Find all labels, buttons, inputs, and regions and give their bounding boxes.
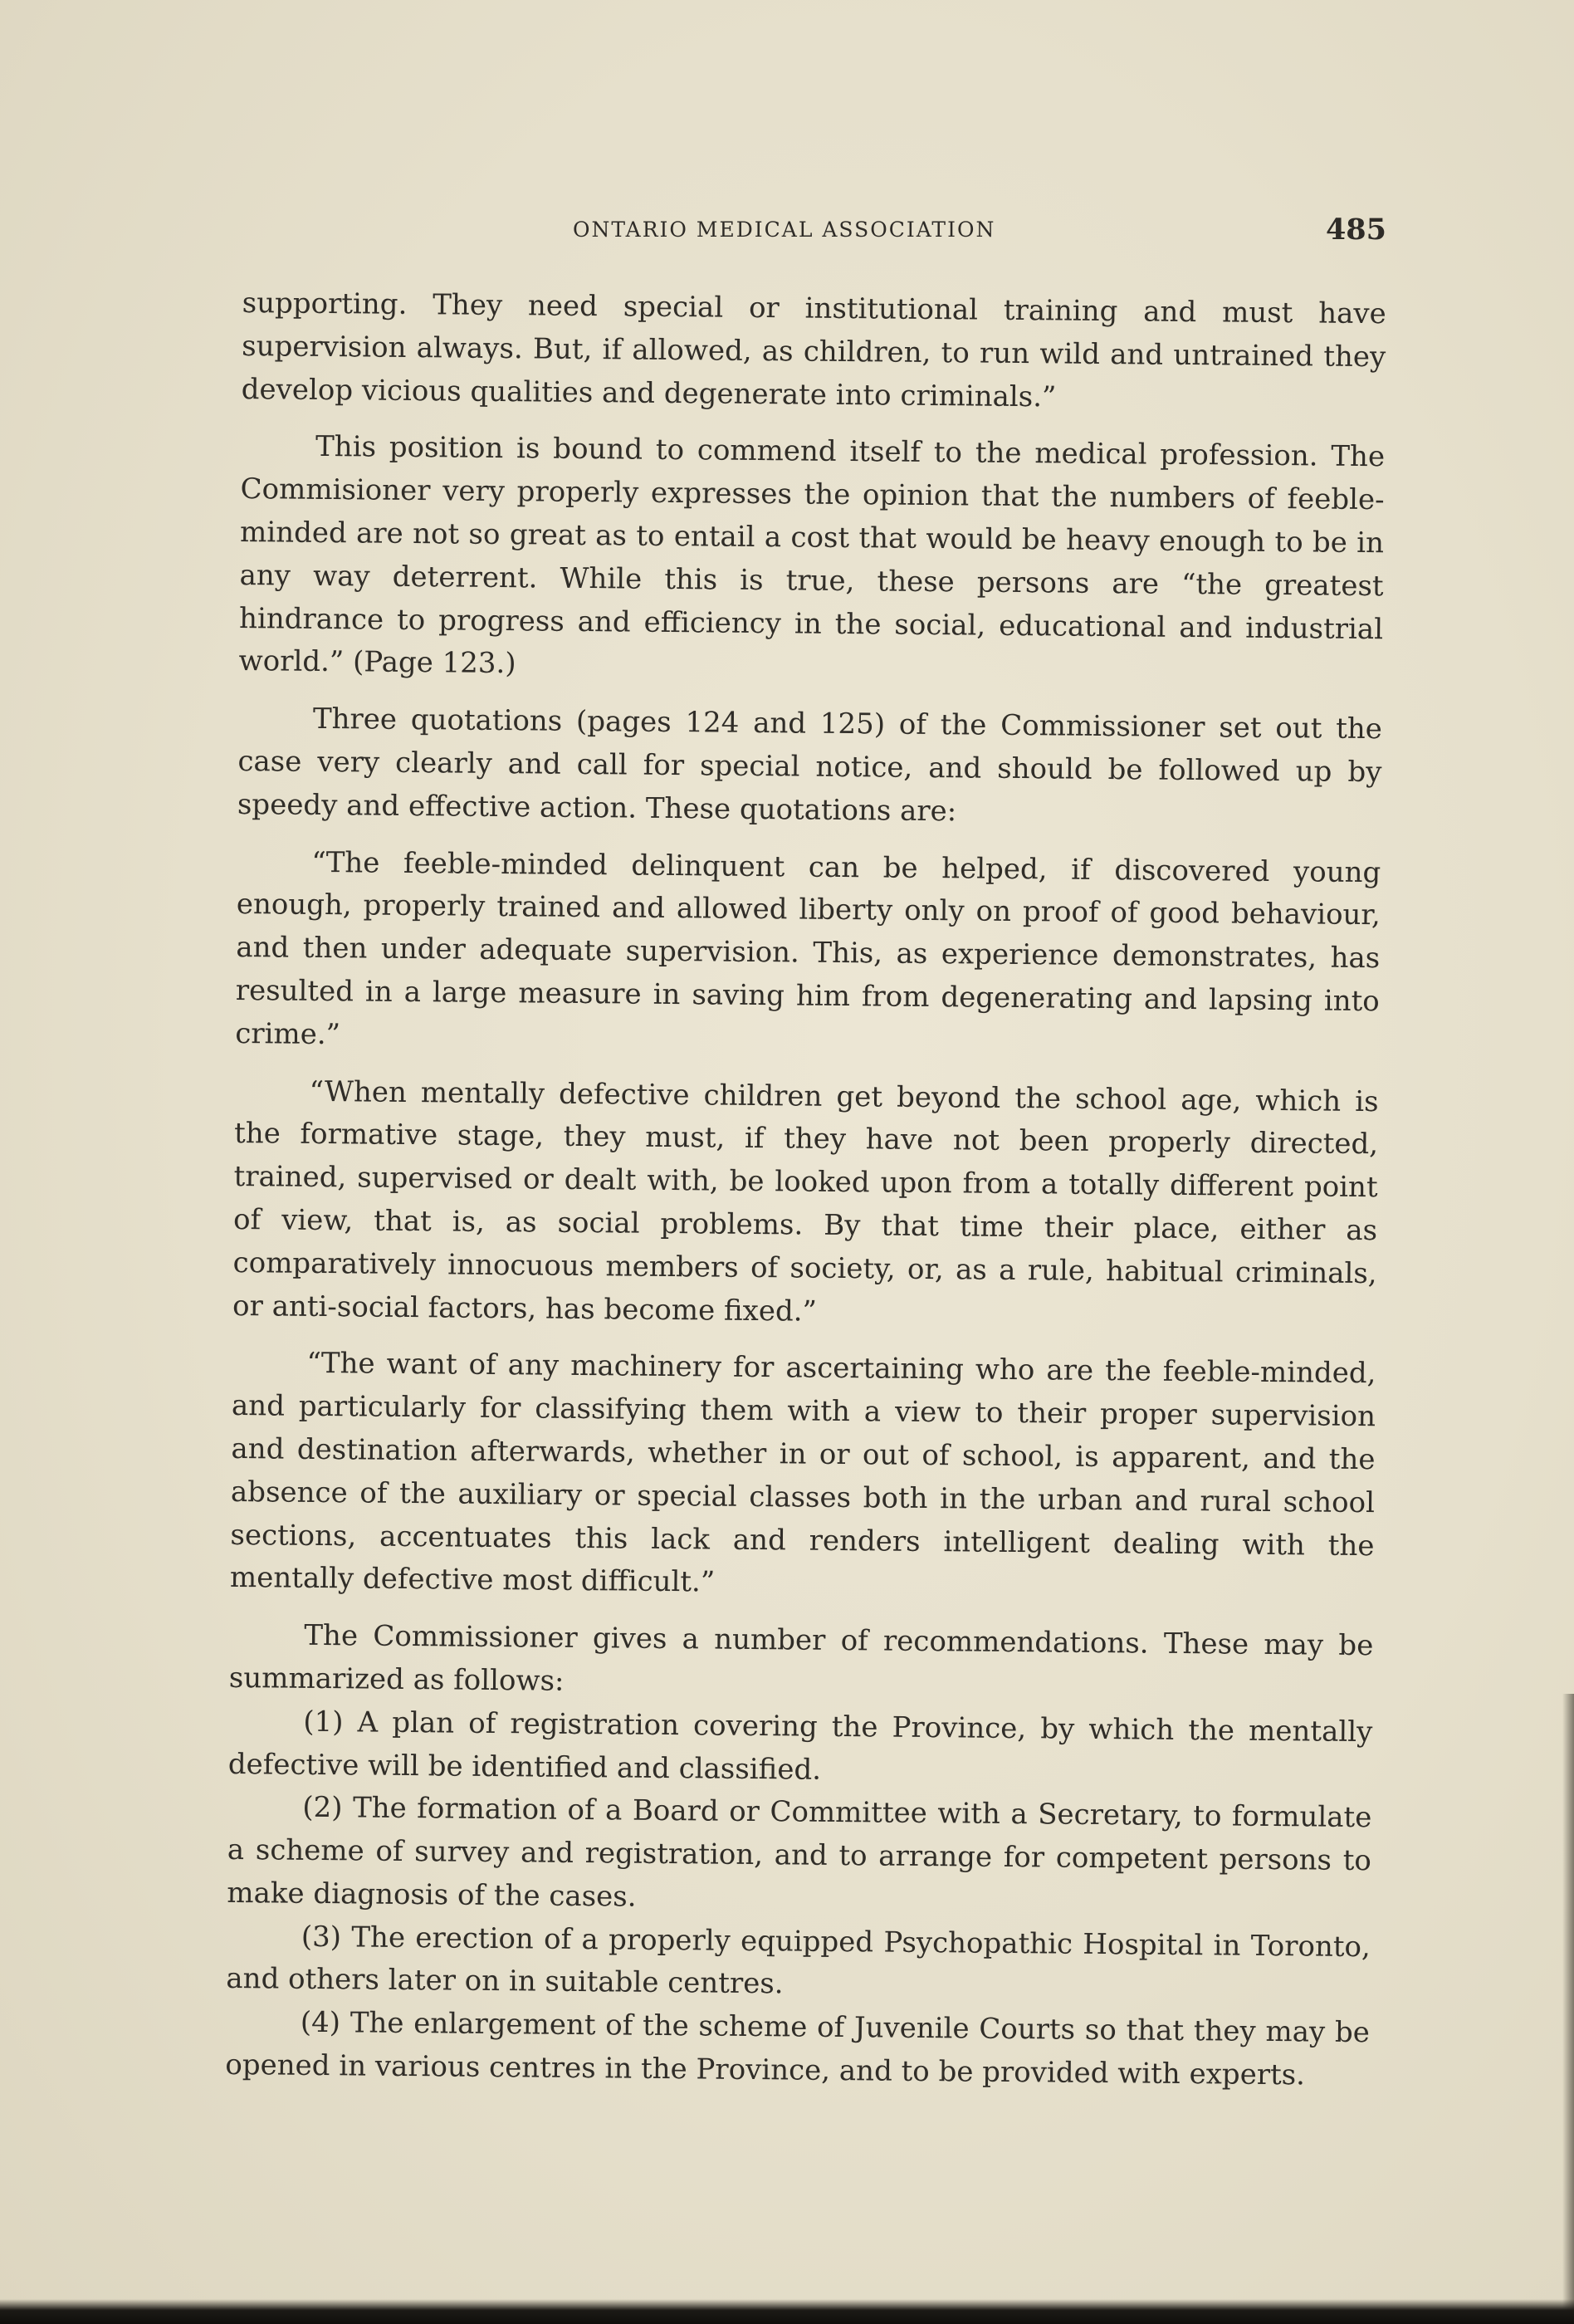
page-bottom-edge (0, 2299, 1574, 2324)
running-head (241, 213, 1386, 251)
quotation-delinquent: “The feeble-minded delinquent can be helped, if discovered young enough, properly trained and allowed liberty only on proof of good behaviour, and then under adequate supervision. This, as experience demonstrates, has resulted in a large measure in saving him from degenerating and lapsing into crime.” (235, 845, 1381, 1051)
page-edge-shadow (1562, 1694, 1574, 2324)
recommendation-item: (4) The enlargement of the scheme of Juvenile Courts so that they may be opened in various centres in the Province, and to be provided with experts. (225, 2006, 1371, 2092)
paragraph-recommendations-intro: The Commissioner gives a number of recommendations. These may be summarized as follows: (228, 1618, 1374, 1698)
page-number: 485 (1325, 213, 1386, 247)
quotation-machinery: “The want of any machinery for ascertaining who are the feeble-minded, and particularly for classifying them with a view to their proper supervision and destination afterwards, whether in or out of school, is apparent, and the absence of the auxiliary or special classes both in the urban and rural school sections, accentuates this lack and renders intelligent dealing with the mentally defective most difficult.” (229, 1347, 1376, 1599)
paragraph-continuation: supporting. They need special or institutional training and must have supervision always. But, if allowed, as children, to run wild and untrained they develop vicious qualities and degenerate into criminals.” (241, 286, 1386, 414)
paragraph-three-quotations: Three quotations (pages 124 and 125) of the Commissioner set out the case very clearly and call for special notice, and should be followed up by speedy and effective action. These quotations are: (237, 702, 1383, 829)
recommendation-item: (3) The erection of a properly equipped Psychopathic Hospital in Toronto, and others later on in suitable centres. (226, 1920, 1371, 2001)
recommendation-item: (2) The formation of a Board or Committee with a Secretary, to formulate a scheme of survey and registration, and to arrange for competent persons to make diagnosis of the cases. (227, 1791, 1372, 1914)
quotation-school-age: “When mentally defective children get beyond the school age, which is the formative stage, they must, if they have not been properly directed, trained, supervised or dealt with, be looked upon from a totally different point of view, that is, as social problems. By that time their place, either as comparatively innocuous members of society, or, as a rule, habitual criminals, or anti-social factors, has become fixed.” (232, 1074, 1379, 1328)
recommendation-item: (1) A plan of registration covering the Province, by which the mentally defective will be identified and classified. (227, 1705, 1373, 1787)
running-title: ONTARIO MEDICAL ASSOCIATION (573, 218, 996, 242)
body-text (225, 282, 1386, 2092)
paragraph-commissioner-opinion: This position is bound to commend itself to the medical profession. The Commisioner very properly expresses the opinion that the numbers of feeble-minded are not so great as to entail a cost that would be heavy enough to be in any way deterrent. While this is true, these persons are “the greatest hindrance to progress and efficiency in the social, educational and industrial world.” (Page 123.) (238, 430, 1386, 681)
